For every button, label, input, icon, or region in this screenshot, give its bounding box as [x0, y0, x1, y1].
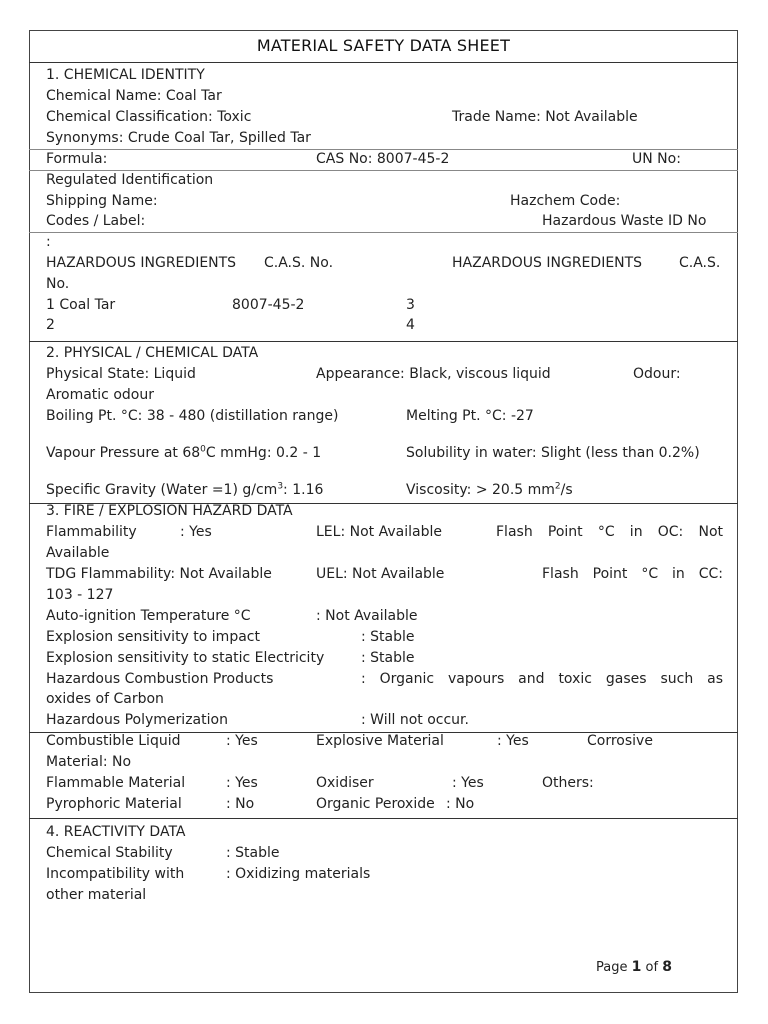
flash-point-cc: Flash Point °C in CC:	[542, 566, 723, 582]
explosive-material-value: : Yes	[497, 733, 529, 749]
hazardous-ingredients-left: HAZARDOUS INGREDIENTS	[46, 255, 237, 271]
shipping-name: Shipping Name:	[46, 193, 158, 209]
ingredient-3-label: 3	[406, 297, 415, 313]
polymerization-label: Hazardous Polymerization	[46, 712, 228, 728]
flammable-material-value: : Yes	[226, 775, 258, 791]
flash-point-cc-value: 103 - 127	[46, 587, 114, 603]
pyrophoric-material-label: Pyrophoric Material	[46, 796, 182, 812]
combustion-products-label: Hazardous Combustion Products	[46, 671, 274, 687]
incompatibility-wrap: other material	[46, 887, 147, 903]
cas-header-left: C.A.S. No.	[264, 255, 334, 271]
page-number: Page 1 of 8	[596, 959, 672, 975]
flammability-label: Flammability	[46, 524, 137, 540]
section1-heading: 1. CHEMICAL IDENTITY	[46, 67, 205, 83]
section2-heading: 2. PHYSICAL / CHEMICAL DATA	[46, 345, 259, 361]
incompatibility-label: Incompatibility with	[46, 866, 185, 882]
tdg-flammability: TDG Flammability: Not Available	[46, 566, 272, 582]
rule-formula	[29, 149, 738, 150]
chemical-name: Chemical Name: Coal Tar	[46, 88, 222, 104]
section4-heading: 4. REACTIVITY DATA	[46, 824, 186, 840]
organic-peroxide-label: Organic Peroxide	[316, 796, 435, 812]
rule-ingredients	[29, 232, 738, 233]
chemical-classification: Chemical Classification: Toxic	[46, 109, 252, 125]
hazardous-ingredients-right: HAZARDOUS INGREDIENTS	[452, 255, 643, 271]
codes-label: Codes / Label:	[46, 213, 146, 229]
odour-value: Aromatic odour	[46, 387, 154, 403]
uel: UEL: Not Available	[316, 566, 445, 582]
ingredient-4-label: 4	[406, 317, 415, 333]
rule-section2	[29, 341, 738, 342]
ingredient-2-label: 2	[46, 317, 55, 333]
title-divider	[29, 62, 738, 63]
ingredient-1-cas: 8007-45-2	[232, 297, 305, 313]
explosive-material-label: Explosive Material	[316, 733, 444, 749]
cas-number: CAS No: 8007-45-2	[316, 151, 450, 167]
vapour-pressure: Vapour Pressure at $68^0C$ mmHg: 0.2 - 1	[46, 444, 322, 461]
odour-label: Odour:	[633, 366, 681, 382]
auto-ignition-value: : Not Available	[316, 608, 418, 624]
flash-point-oc: Flash Point °C in OC: Not	[496, 524, 723, 540]
explosion-impact-value: : Stable	[361, 629, 415, 645]
solubility: Solubility in water: Slight (less than 0.2%)	[406, 445, 700, 461]
explosion-static-value: : Stable	[361, 650, 415, 666]
explosion-static-label: Explosion sensitivity to static Electricity	[46, 650, 325, 666]
specific-gravity: Specific Gravity (Water =1) $g/cm^3$: 1.16	[46, 481, 324, 498]
melting-point: Melting Pt. °C: -27	[406, 408, 534, 424]
corrosive-wrap: Material: No	[46, 754, 132, 770]
others-label: Others:	[542, 775, 594, 791]
lel: LEL: Not Available	[316, 524, 442, 540]
auto-ignition-label: Auto-ignition Temperature °C	[46, 608, 251, 624]
oxidiser-value: : Yes	[452, 775, 484, 791]
chemical-stability-value: : Stable	[226, 845, 280, 861]
cas-no-wrap: No.	[46, 276, 70, 292]
cas-header-right: C.A.S.	[679, 255, 721, 271]
combustion-products-value: : Organic vapours and toxic gases such as	[361, 671, 723, 687]
appearance: Appearance: Black, viscous liquid	[316, 366, 551, 382]
rule-section4	[29, 818, 738, 819]
hazchem-code: Hazchem Code:	[510, 193, 621, 209]
corrosive-label: Corrosive	[587, 733, 653, 749]
combustion-products-wrap: oxides of Carbon	[46, 691, 164, 707]
chemical-stability-label: Chemical Stability	[46, 845, 173, 861]
boiling-point: Boiling Pt. °C: 38 - 480 (distillation range)	[46, 408, 339, 424]
incompatibility-value: : Oxidizing materials	[226, 866, 371, 882]
ingredient-1-label: 1 Coal Tar	[46, 297, 116, 313]
flash-point-oc-wrap: Available	[46, 545, 110, 561]
colon-wrap: :	[46, 234, 51, 250]
formula-label: Formula:	[46, 151, 108, 167]
flammable-material-label: Flammable Material	[46, 775, 186, 791]
un-number: UN No:	[632, 151, 681, 167]
rule-regulated	[29, 170, 738, 171]
combustible-liquid-label: Combustible Liquid	[46, 733, 181, 749]
pyrophoric-material-value: : No	[226, 796, 255, 812]
section3-heading: 3. FIRE / EXPLOSION HAZARD DATA	[46, 503, 293, 519]
regulated-identification: Regulated Identification	[46, 172, 214, 188]
combustible-liquid-value: : Yes	[226, 733, 258, 749]
polymerization-value: : Will not occur.	[361, 712, 469, 728]
hazardous-waste-id: Hazardous Waste ID No	[542, 213, 707, 229]
explosion-impact-label: Explosion sensitivity to impact	[46, 629, 260, 645]
trade-name: Trade Name: Not Available	[452, 109, 638, 125]
oxidiser-label: Oxidiser	[316, 775, 374, 791]
organic-peroxide-value: : No	[446, 796, 475, 812]
document-title: MATERIAL SAFETY DATA SHEET	[256, 36, 511, 55]
flammability-value: : Yes	[180, 524, 212, 540]
physical-state: Physical State: Liquid	[46, 366, 196, 382]
viscosity: Viscosity: > 20.5 $mm^2/s$	[406, 481, 573, 498]
synonyms: Synonyms: Crude Coal Tar, Spilled Tar	[46, 130, 311, 146]
